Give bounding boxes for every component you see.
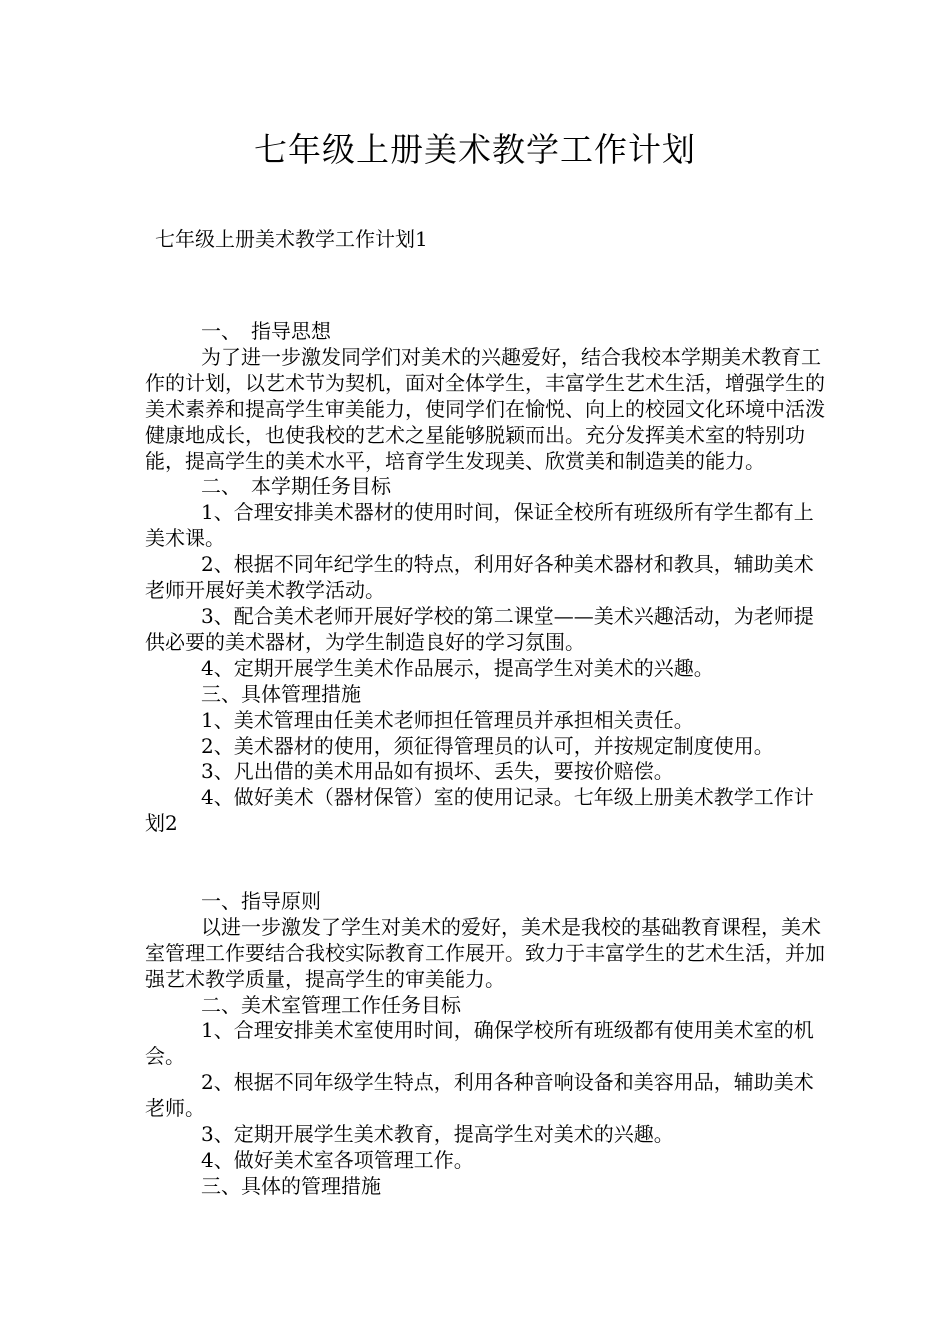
paragraph: 为了进一步激发同学们对美术的兴趣爱好，结合我校本学期美术教育工作的计划，以艺术节为契机，面对全体学生，丰富学生艺术生活，增强学生的美术素养和提高学生审美能力，使同学们在愉悦、向上的校园文化环境中活泼健康地成长，也使我校的艺术之星能够脱颖而出。充分发挥美术室的特别功能，提高学生的美术水平，培育学生发现美、欣赏美和制造美的能力。 xyxy=(145,344,825,473)
list-item: 1、合理安排美术器材的使用时间，保证全校所有班级所有学生都有上美术课。 xyxy=(145,500,814,551)
list-item: 2、根据不同年级学生特点，利用各种音响设备和美容用品，辅助美术老师。 xyxy=(145,1070,814,1121)
list-item: 4、做好美术（器材保管）室的使用记录。七年级上册美术教学工作计划2 xyxy=(145,785,814,836)
paragraph-spacer xyxy=(145,837,825,889)
section-heading: 三、具体的管理措施 xyxy=(201,1173,381,1198)
list-item: 3、凡出借的美术用品如有损坏、丢失，要按价赔偿。 xyxy=(201,759,674,784)
document-title: 七年级上册美术教学工作计划 xyxy=(254,130,696,169)
list-item: 3、定期开展学生美术教育，提高学生对美术的兴趣。 xyxy=(201,1122,674,1147)
list-item: 1、美术管理由任美术老师担任管理员并承担相关责任。 xyxy=(201,707,694,732)
list-item: 2、根据不同年纪学生的特点，利用好各种美术器材和教具，辅助美术老师开展好美术教学活动。 xyxy=(145,552,814,603)
document-body xyxy=(145,319,825,1200)
section-heading: 三、具体管理措施 xyxy=(201,681,361,706)
list-item: 4、定期开展学生美术作品展示，提高学生对美术的兴趣。 xyxy=(201,655,714,680)
document-subtitle: 七年级上册美术教学工作计划1 xyxy=(155,227,428,251)
list-item: 4、做好美术室各项管理工作。 xyxy=(201,1147,474,1172)
paragraph: 以进一步激发了学生对美术的爱好，美术是我校的基础教育课程，美术室管理工作要结合我校实际教育工作展开。致力于丰富学生的艺术生活，并加强艺术教学质量，提高学生的审美能力。 xyxy=(145,914,825,991)
section-heading: 二、美术室管理工作任务目标 xyxy=(201,992,461,1017)
list-item: 2、美术器材的使用，须征得管理员的认可，并按规定制度使用。 xyxy=(201,733,774,758)
section-heading: 一、 指导思想 xyxy=(201,319,331,343)
list-item: 3、配合美术老师开展好学校的第二课堂——美术兴趣活动，为老师提供必要的美术器材，为学生制造良好的学习氛围。 xyxy=(145,603,814,654)
list-item: 1、合理安排美术室使用时间，确保学校所有班级都有使用美术室的机会。 xyxy=(145,1018,814,1069)
section-heading: 二、 本学期任务目标 xyxy=(201,474,391,499)
section-heading: 一、指导原则 xyxy=(201,888,321,913)
